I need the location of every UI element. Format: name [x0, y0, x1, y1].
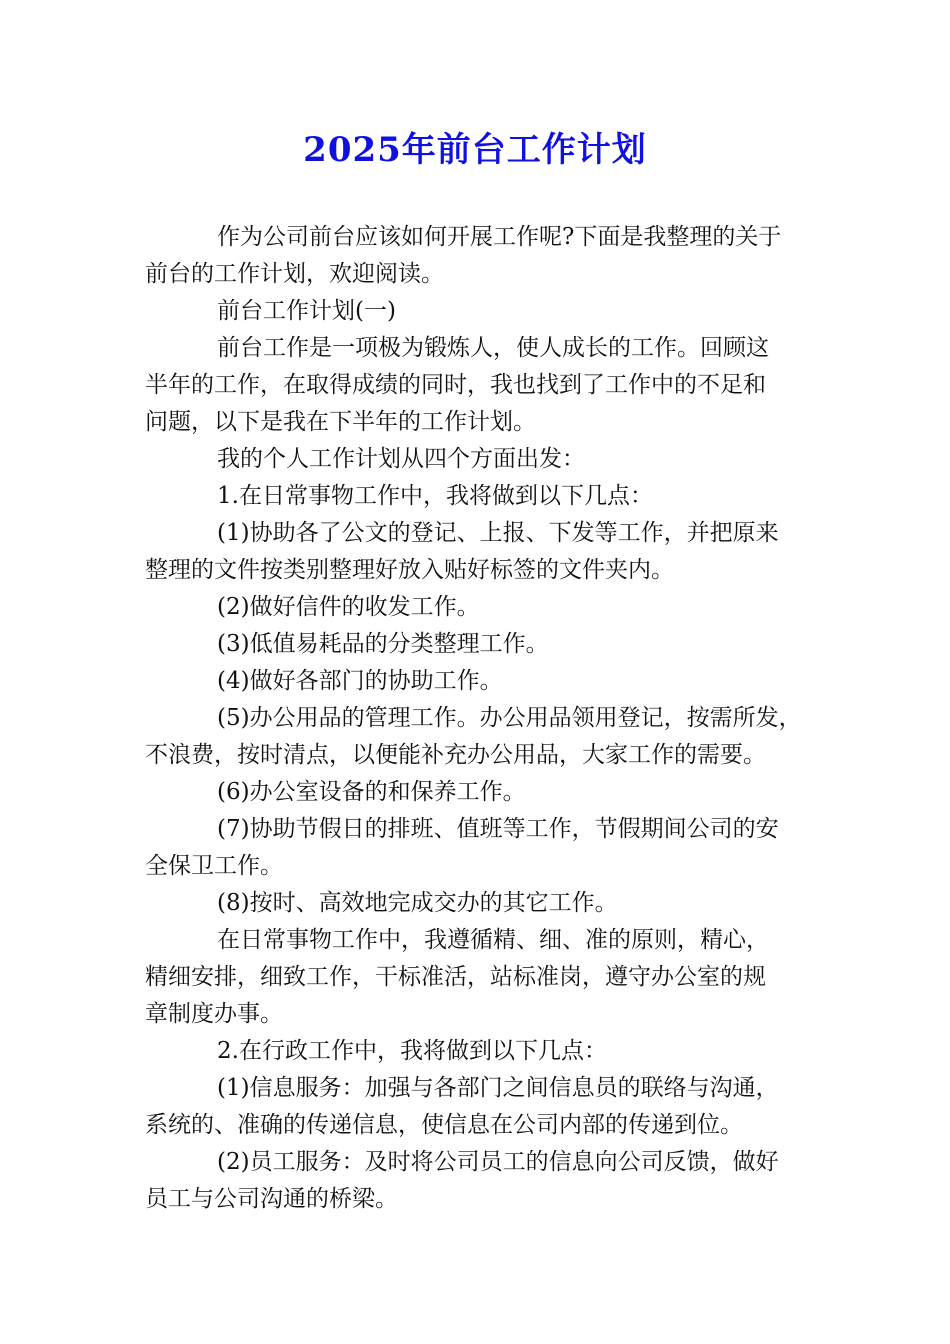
list-item: (6)办公室设备的和保养工作。: [217, 779, 526, 805]
list-item: (8)按时、高效地完成交办的其它工作。: [217, 890, 618, 916]
list-item: (3)低值易耗品的分类整理工作。: [217, 631, 549, 657]
section-heading: 前台工作计划(一): [217, 298, 396, 324]
list-item-continuation: 整理的文件按类别整理好放入贴好标签的文件夹内。: [145, 557, 674, 583]
list-heading: 1.在日常事物工作中，我将做到以下几点：: [217, 483, 653, 509]
list-item: (4)做好各部门的协助工作。: [217, 668, 503, 694]
paragraph-line: 前台的工作计划，欢迎阅读。: [145, 261, 444, 287]
paragraph-line: 精细安排，细致工作，干标准活，站标准岗，遵守办公室的规: [145, 964, 766, 990]
list-item: (2)做好信件的收发工作。: [217, 594, 480, 620]
paragraph-line: 半年的工作，在取得成绩的同时，我也找到了工作中的不足和: [145, 372, 766, 398]
list-item: (7)协助节假日的排班、值班等工作，节假期间公司的安: [217, 816, 779, 842]
list-item-continuation: 系统的、准确的传递信息，使信息在公司内部的传递到位。: [145, 1112, 743, 1138]
list-item: (1)协助各了公文的登记、上报、下发等工作，并把原来: [217, 520, 779, 546]
list-item-continuation: 不浪费，按时清点，以便能补充办公用品，大家工作的需要。: [145, 742, 766, 768]
paragraph-line: 前台工作是一项极为锻炼人，使人成长的工作。回顾这: [217, 335, 769, 361]
paragraph-line: 我的个人工作计划从四个方面出发：: [217, 446, 585, 472]
list-item: (1)信息服务：加强与各部门之间信息员的联络与沟通，: [217, 1075, 779, 1101]
list-item-continuation: 全保卫工作。: [145, 853, 283, 879]
paragraph-line: 在日常事物工作中，我遵循精、细、准的原则，精心，: [217, 927, 769, 953]
list-item-continuation: 员工与公司沟通的桥梁。: [145, 1186, 398, 1212]
list-item: (5)办公用品的管理工作。办公用品领用登记，按需所发，: [217, 705, 802, 731]
paragraph-line: 问题，以下是我在下半年的工作计划。: [145, 409, 536, 435]
list-item: (2)员工服务：及时将公司员工的信息向公司反馈，做好: [217, 1149, 779, 1175]
paragraph-line: 章制度办事。: [145, 1001, 283, 1027]
paragraph-line: 作为公司前台应该如何开展工作呢?下面是我整理的关于: [217, 224, 782, 250]
document-body: [145, 219, 811, 1218]
document-title: 2025年前台工作计划: [303, 130, 647, 170]
list-heading: 2.在行政工作中，我将做到以下几点：: [217, 1038, 607, 1064]
